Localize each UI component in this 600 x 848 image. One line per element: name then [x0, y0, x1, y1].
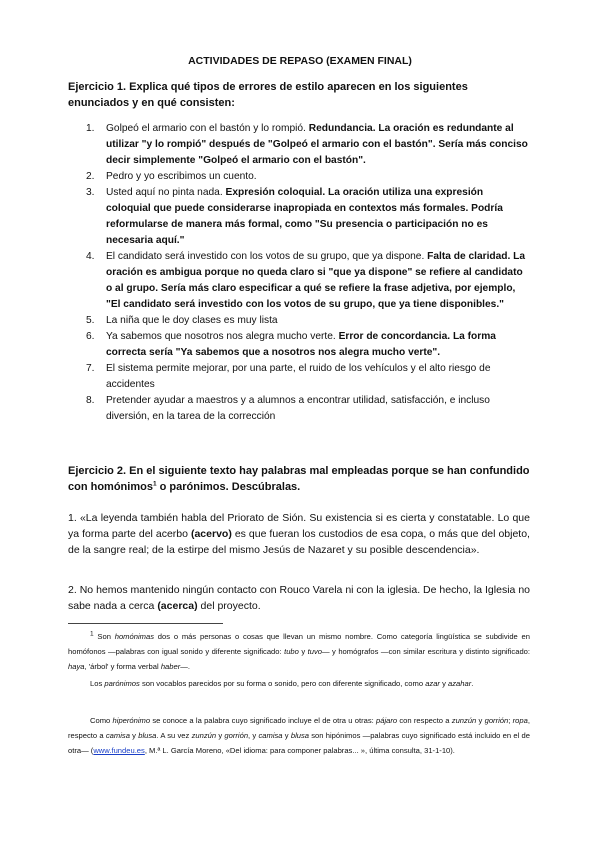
page-title: ACTIVIDADES DE REPASO (EXAMEN FINAL): [188, 55, 412, 67]
item-answer: Error de concordancia. La forma correcta sería "Ya sabemos que a nosotros nos alegra mucho verte".: [106, 331, 496, 358]
fn-text: y: [129, 731, 139, 740]
fn-text: y: [298, 647, 308, 656]
item-sentence: El candidato será investido con los votos de su grupo, que ya dispone.: [106, 251, 425, 262]
item-sentence: La niña que le doy clases es muy lista: [106, 315, 278, 326]
list-item: [68, 185, 530, 249]
fundeu-link[interactable]: www.fundeu.es: [93, 746, 145, 755]
item-number: 5.: [86, 315, 95, 326]
fn-italic: hiperónimo: [112, 716, 151, 725]
fn-text: y: [439, 679, 448, 688]
item-number: 7.: [86, 363, 95, 374]
item-sentence: Ya sabemos que nosotros nos alegra mucho verte.: [106, 331, 336, 342]
fn-italic: haya: [68, 662, 85, 671]
paragraph-text: es que fueran los custodios de esa copa, o más que del objeto, de la sangre real; de la estirpe del mismo Jesús de Nazaret y su posible descendencia».: [68, 528, 530, 556]
fn-text: Como: [90, 716, 113, 725]
item-number: 3.: [86, 187, 95, 198]
fn-italic: camisa: [258, 731, 283, 740]
correction: (acerca): [157, 600, 198, 612]
list-item: [68, 313, 530, 329]
item-number: 2.: [86, 171, 95, 182]
item-number: 4.: [86, 251, 95, 262]
fn-text: —.: [180, 662, 190, 671]
text-paragraph-1: [68, 510, 530, 558]
fn-italic: pájaro: [376, 716, 398, 725]
fn-text: dos o más personas o cosas que llevan un mismo nombre. Como categoría lingüística se subdivide en homófonos —palabras con igual sonido y diferente significado:: [68, 632, 531, 656]
fn-text: Son: [93, 632, 115, 641]
item-sentence: Usted aquí no pinta nada.: [106, 187, 223, 198]
fn-italic: azar: [425, 679, 440, 688]
footnote-ref[interactable]: 1: [152, 480, 157, 488]
fn-text: , respecto a: [68, 716, 530, 740]
fn-italic: tubo: [284, 647, 299, 656]
item-sentence: Pretender ayudar a maestros y a alumnos a encontrar utilidad, satisfacción, e incluso diversión, en la tarea de la corrección: [106, 395, 490, 422]
item-sentence: El sistema permite mejorar, por una parte, el ruido de los vehículos y el alto riesgo de accidentes: [106, 363, 491, 390]
footnote-paronimos: [68, 676, 530, 691]
footnote-1: [68, 629, 530, 674]
exercise-1-heading: Ejercicio 1. Explica qué tipos de errores de estilo aparecen en los siguientes enunciados y en qué consisten:: [68, 81, 468, 109]
fn-italic: gorrión: [484, 716, 509, 725]
fn-text: .: [471, 679, 474, 688]
list-item: [68, 169, 530, 185]
fn-italic: blusa: [138, 731, 157, 740]
paragraph-text: 2. No hemos mantenido ningún contacto con Rouco Varela ni con la iglesia. De hecho, la Iglesia no sabe nada a cerca: [68, 584, 530, 612]
fn-text: son hipónimos —palabras cuyo significado está incluido en el de otra— (: [68, 731, 530, 755]
exercise-1-list: [68, 121, 530, 425]
fn-text: y: [282, 731, 291, 740]
fn-text: — y homógrafos —con similar escritura y distinto significado:: [321, 647, 530, 656]
fn-italic: zunzún: [451, 716, 477, 725]
footnote-hiperonimo: [68, 713, 530, 758]
fn-text: . A su vez: [156, 731, 192, 740]
paragraph-text: del proyecto.: [197, 600, 261, 612]
fn-italic: parónimos: [104, 679, 140, 688]
list-item: [68, 393, 530, 425]
list-item: [68, 329, 530, 361]
item-sentence: Pedro y yo escribimos un cuento.: [106, 171, 257, 182]
fn-italic: zunzún: [191, 731, 217, 740]
exercise-2-heading-text: Ejercicio 2. En el siguiente texto hay palabras mal empleadas porque se han confundido con homónimos: [68, 465, 530, 493]
item-number: 1.: [86, 123, 95, 134]
fn-italic: homónimas: [114, 632, 154, 641]
item-answer: Expresión coloquial. La oración utiliza una expresión coloquial que puede considerarse inapropiada en contextos más formales. Podría reformularse de manera más formal, como "Su presencia o participación no es necesaria aquí.": [106, 187, 503, 246]
fn-italic: blusa: [290, 731, 309, 740]
fn-italic: azahar: [448, 679, 472, 688]
fn-italic: tuvo: [307, 647, 322, 656]
fn-italic: camisa: [105, 731, 130, 740]
footnote-divider: [68, 623, 223, 624]
item-number: 8.: [86, 395, 95, 406]
exercise-2-heading: [68, 463, 530, 495]
list-item: [68, 249, 530, 313]
fn-text: ;: [508, 716, 513, 725]
fn-italic: haber: [160, 662, 181, 671]
exercise-2-heading-text-end: o parónimos. Descúbralas.: [156, 481, 301, 493]
fn-text: Los: [90, 679, 105, 688]
fn-text: son vocablos parecidos por su forma o sonido, pero con diferente significado, como: [139, 679, 426, 688]
correction: (acervo): [190, 528, 232, 540]
fn-text: y: [216, 731, 225, 740]
fn-text: , 'árbol' y forma verbal: [84, 662, 161, 671]
fn-italic: gorrión: [224, 731, 249, 740]
fn-italic: ropa: [512, 716, 528, 725]
list-item: [68, 121, 530, 169]
item-sentence: Golpeó el armario con el bastón y lo rompió.: [106, 123, 306, 134]
item-answer: Redundancia. La oración es redundante al utilizar "y lo rompió" después de "Golpeó el armario con el bastón". Sería más conciso decir simplemente "Golpeó el armario con el bastón".: [106, 123, 528, 166]
list-item: [68, 361, 530, 393]
text-paragraph-2: [68, 582, 530, 614]
fn-text: se conoce a la palabra cuyo significado incluye el de otra u otras:: [150, 716, 377, 725]
fn-text: con respecto a: [397, 716, 452, 725]
fn-text: , M.ª L. García Moreno, «Del idioma: para componer palabras... », última consulta, 31-1-10).: [144, 746, 455, 755]
footnote-number: 1: [90, 630, 94, 638]
fn-text: y: [476, 716, 485, 725]
item-number: 6.: [86, 331, 95, 342]
paragraph-text: 1. «La leyenda también habla del Priorato de Sión. Su existencia si es cierta y constatable. Lo que ya forma parte del acerbo: [68, 512, 530, 540]
item-answer: Falta de claridad. La oración es ambigua porque no queda claro si "que ya dispone" se refiere al candidato o al grupo. Sería más claro especificar a qué se refiere la frase adjetiva, por ejemplo, "El candidato será investido con los votos de su grupo, que ya tiene disponibles.": [106, 251, 526, 310]
fn-text: , y: [248, 731, 259, 740]
